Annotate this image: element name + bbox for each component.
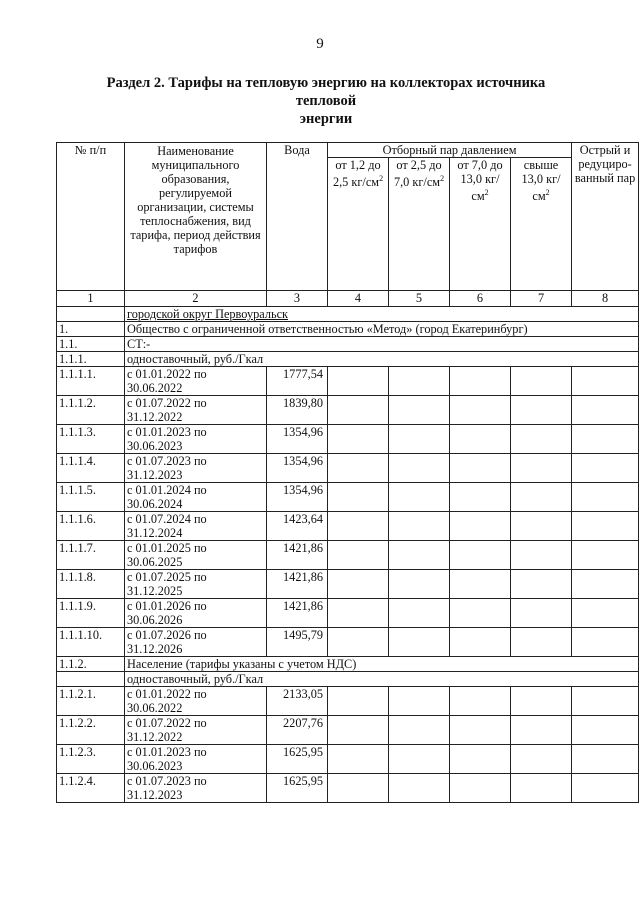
period-start: с 01.01.2023 по <box>127 425 207 439</box>
header-steam-2: от 2,5 до 7,0 $кг/см^2$ <box>389 158 450 291</box>
row-number: 1.1.1.1. <box>57 367 125 396</box>
system-name: СТ:- <box>125 337 639 352</box>
period-end: 30.06.2023 <box>127 759 183 773</box>
empty-cell <box>572 396 639 425</box>
system-row <box>57 337 639 352</box>
row-number: 1.1.1.10. <box>57 628 125 657</box>
empty-cell <box>328 367 389 396</box>
period-start: с 01.01.2025 по <box>127 541 207 555</box>
header-steam-4: свыше 13,0 $кг/см^2$ <box>511 158 572 291</box>
empty-cell <box>389 512 450 541</box>
period-start: с 01.07.2024 по <box>127 512 207 526</box>
empty-cell <box>450 570 511 599</box>
row-number: 1.1. <box>57 337 125 352</box>
period-cell <box>125 483 267 512</box>
header-steam-group: Отборный пар давлением <box>328 143 572 158</box>
col-number: 7 <box>511 291 572 307</box>
tariff-type: одноставочный, руб./Гкал <box>125 352 639 367</box>
empty-cell <box>328 483 389 512</box>
empty-cell <box>389 716 450 745</box>
row-number: 1.1.1.2. <box>57 396 125 425</box>
table-row <box>57 745 639 774</box>
table-row <box>57 512 639 541</box>
row-number: 1.1.1.4. <box>57 454 125 483</box>
period-end: 31.12.2024 <box>127 526 183 540</box>
table-row <box>57 367 639 396</box>
period-start: с 01.07.2026 по <box>127 628 207 642</box>
tariff-type-row <box>57 352 639 367</box>
column-numbers-row <box>57 291 639 307</box>
empty-cell <box>328 628 389 657</box>
empty-cell <box>511 716 572 745</box>
table-row <box>57 774 639 803</box>
water-tariff: 1354,96 <box>267 454 328 483</box>
period-start: с 01.07.2022 по <box>127 396 207 410</box>
row-number: 1.1.1.7. <box>57 541 125 570</box>
empty-cell <box>511 512 572 541</box>
empty-cell <box>389 396 450 425</box>
empty-cell <box>511 628 572 657</box>
water-tariff: 1421,86 <box>267 541 328 570</box>
empty-cell <box>511 541 572 570</box>
empty-cell <box>572 570 639 599</box>
row-number: 1.1.2.2. <box>57 716 125 745</box>
row-number: 1.1.2.3. <box>57 745 125 774</box>
empty-cell <box>511 570 572 599</box>
empty-cell <box>572 716 639 745</box>
empty-cell <box>572 774 639 803</box>
col-number: 5 <box>389 291 450 307</box>
empty-cell <box>328 687 389 716</box>
table-row <box>57 599 639 628</box>
row-number: 1.1.1.9. <box>57 599 125 628</box>
empty-cell <box>328 512 389 541</box>
period-cell <box>125 396 267 425</box>
population-row <box>57 657 639 672</box>
col-number: 6 <box>450 291 511 307</box>
empty-cell <box>389 745 450 774</box>
empty-cell <box>450 687 511 716</box>
period-cell <box>125 687 267 716</box>
col-number: 4 <box>328 291 389 307</box>
empty-cell <box>572 367 639 396</box>
empty-cell <box>572 512 639 541</box>
empty-cell <box>450 716 511 745</box>
population-name: Население (тарифы указаны с учетом НДС) <box>125 657 639 672</box>
col-number: 8 <box>572 291 639 307</box>
header-sharp-steam: Острый и редуциро-ванный пар <box>572 143 639 291</box>
empty-cell <box>511 425 572 454</box>
org-row <box>57 322 639 337</box>
header-name: Наименование муниципального образования, регулируемой организации, системы теплоснабжения, вид тарифа, период действия тарифов <box>125 143 267 291</box>
period-start: с 01.07.2023 по <box>127 774 207 788</box>
period-end: 31.12.2023 <box>127 788 183 802</box>
empty-cell <box>511 396 572 425</box>
table-row <box>57 570 639 599</box>
period-start: с 01.01.2026 по <box>127 599 207 613</box>
district-row <box>57 307 639 322</box>
table-row <box>57 628 639 657</box>
empty-cell <box>389 541 450 570</box>
empty-cell <box>572 454 639 483</box>
org-name: Общество с ограниченной ответственностью «Метод» (город Екатеринбург) <box>125 322 639 337</box>
empty-cell <box>450 774 511 803</box>
section-title-line2: энергии <box>299 111 353 127</box>
empty-cell <box>450 599 511 628</box>
period-start: с 01.07.2022 по <box>127 716 207 730</box>
empty-cell <box>389 454 450 483</box>
empty-cell <box>450 425 511 454</box>
water-tariff: 1625,95 <box>267 745 328 774</box>
water-tariff: 1495,79 <box>267 628 328 657</box>
empty-cell <box>572 483 639 512</box>
header-water: Вода <box>267 143 328 291</box>
table-row <box>57 454 639 483</box>
header-steam-3: от 7,0 до 13,0 $кг/см^2$ <box>450 158 511 291</box>
period-cell <box>125 367 267 396</box>
table-row <box>57 483 639 512</box>
empty-cell <box>511 454 572 483</box>
empty-cell <box>328 396 389 425</box>
col-number: 1 <box>57 291 125 307</box>
empty-cell <box>328 745 389 774</box>
empty-cell <box>389 425 450 454</box>
water-tariff: 1423,64 <box>267 512 328 541</box>
col-number: 3 <box>267 291 328 307</box>
table-row <box>57 396 639 425</box>
empty-cell <box>511 745 572 774</box>
period-end: 30.06.2022 <box>127 701 183 715</box>
period-start: с 01.01.2022 по <box>127 367 207 381</box>
empty-cell <box>389 628 450 657</box>
period-start: с 01.01.2022 по <box>127 687 207 701</box>
empty-cell <box>450 541 511 570</box>
period-end: 30.06.2025 <box>127 555 183 569</box>
empty-cell <box>511 599 572 628</box>
empty-cell <box>328 570 389 599</box>
empty-cell <box>389 599 450 628</box>
table-row <box>57 687 639 716</box>
empty-cell <box>572 687 639 716</box>
tariff-type-row <box>57 672 639 687</box>
district-name: городской округ Первоуральск <box>125 307 639 322</box>
water-tariff: 1777,54 <box>267 367 328 396</box>
period-end: 30.06.2024 <box>127 497 183 511</box>
tariff-type: одноставочный, руб./Гкал <box>125 672 639 687</box>
empty-cell <box>511 367 572 396</box>
period-start: с 01.07.2023 по <box>127 454 207 468</box>
period-cell <box>125 541 267 570</box>
empty-cell <box>450 512 511 541</box>
period-cell <box>125 454 267 483</box>
water-tariff: 1625,95 <box>267 774 328 803</box>
empty-cell <box>328 425 389 454</box>
table-row <box>57 541 639 570</box>
header-num: № п/п <box>57 143 125 291</box>
water-tariff: 1354,96 <box>267 425 328 454</box>
empty-cell <box>389 570 450 599</box>
empty-cell <box>328 454 389 483</box>
period-cell <box>125 716 267 745</box>
row-number: 1.1.1.8. <box>57 570 125 599</box>
period-end: 30.06.2026 <box>127 613 183 627</box>
period-start: с 01.01.2023 по <box>127 745 207 759</box>
empty-cell <box>511 483 572 512</box>
period-cell <box>125 570 267 599</box>
empty-cell <box>328 716 389 745</box>
row-number: 1.1.1.6. <box>57 512 125 541</box>
period-end: 31.12.2022 <box>127 730 183 744</box>
row-number: 1.1.1. <box>57 352 125 367</box>
water-tariff: 2207,76 <box>267 716 328 745</box>
period-end: 30.06.2022 <box>127 381 183 395</box>
col-number: 2 <box>125 291 267 307</box>
period-end: 31.12.2025 <box>127 584 183 598</box>
group2-rows <box>57 687 639 803</box>
water-tariff: 1839,80 <box>267 396 328 425</box>
empty-cell <box>450 367 511 396</box>
tariff-table <box>56 142 639 803</box>
empty-cell <box>450 454 511 483</box>
empty-cell <box>450 483 511 512</box>
empty-cell <box>328 774 389 803</box>
period-end: 31.12.2022 <box>127 410 183 424</box>
empty-cell <box>328 599 389 628</box>
empty-cell <box>450 396 511 425</box>
empty-cell <box>572 745 639 774</box>
water-tariff: 1354,96 <box>267 483 328 512</box>
empty-cell <box>572 541 639 570</box>
empty-cell <box>389 687 450 716</box>
empty-cell <box>572 599 639 628</box>
period-cell <box>125 774 267 803</box>
section-title-line1: Раздел 2. Тарифы на тепловую энергию на коллекторах источника тепловой <box>106 75 546 109</box>
page-number: 9 <box>316 36 324 52</box>
period-cell <box>125 512 267 541</box>
water-tariff: 1421,86 <box>267 570 328 599</box>
row-number: 1.1.2.1. <box>57 687 125 716</box>
header-row-1 <box>57 143 639 158</box>
empty-cell <box>389 483 450 512</box>
group1-rows <box>57 367 639 657</box>
empty-cell <box>572 628 639 657</box>
row-number: 1. <box>57 322 125 337</box>
period-end: 31.12.2023 <box>127 468 183 482</box>
empty-cell <box>450 745 511 774</box>
empty-cell <box>511 774 572 803</box>
empty-cell <box>450 628 511 657</box>
empty-cell <box>328 541 389 570</box>
table-row <box>57 716 639 745</box>
period-cell <box>125 425 267 454</box>
empty-cell <box>389 774 450 803</box>
period-end: 30.06.2023 <box>127 439 183 453</box>
row-number: 1.1.1.3. <box>57 425 125 454</box>
row-number: 1.1.2. <box>57 657 125 672</box>
header-steam-1: от 1,2 до 2,5 $кг/см^2$ <box>328 158 389 291</box>
section-title <box>76 74 576 128</box>
water-tariff: 1421,86 <box>267 599 328 628</box>
period-cell <box>125 745 267 774</box>
period-start: с 01.01.2024 по <box>127 483 207 497</box>
empty-cell <box>389 367 450 396</box>
period-cell <box>125 599 267 628</box>
water-tariff: 2133,05 <box>267 687 328 716</box>
empty-cell <box>572 425 639 454</box>
row-number: 1.1.1.5. <box>57 483 125 512</box>
empty-cell <box>511 687 572 716</box>
row-number: 1.1.2.4. <box>57 774 125 803</box>
table-row <box>57 425 639 454</box>
period-end: 31.12.2026 <box>127 642 183 656</box>
period-start: с 01.07.2025 по <box>127 570 207 584</box>
period-cell <box>125 628 267 657</box>
